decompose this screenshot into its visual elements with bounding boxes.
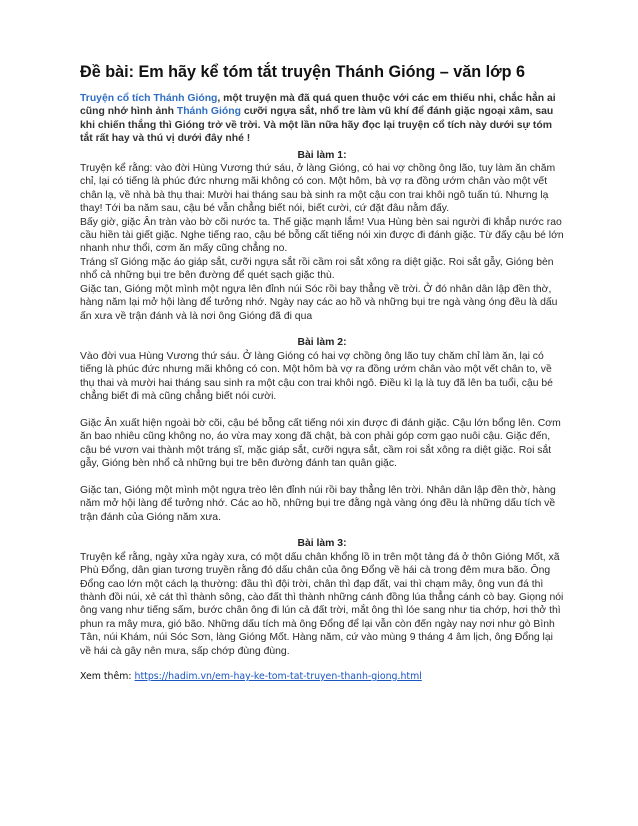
essay-1-paragraph-2: Bấy giờ, giặc Ân tràn vào bờ cõi nước ta. Thế giặc mạnh lắm! Vua Hùng bèn sai người đi khắp nước rao cầu hiền tài giết giặc. Nghe tiếng rao, cậu bé bỗng cất tiếng nói xin được đi đánh giặc. Từ đấy cậu bé lớn nhanh như thổi, cơm ăn mấy cũng chẳng no. [80, 216, 564, 255]
essay-1-paragraph-3: Tráng sĩ Gióng mặc áo giáp sắt, cưỡi ngựa sắt rồi cầm roi sắt xông ra diệt giặc. Roi sắt gẫy, Gióng bèn nhổ cả những bụi tre bên đường để quét sạch giặc thù. [80, 256, 554, 282]
document-page [80, 62, 564, 692]
intro-link-story[interactable]: Truyện cổ tích Thánh Gióng [80, 93, 218, 104]
see-more-label: Xem thêm: [80, 671, 135, 682]
intro-text-2: cưỡi ngựa sắt, nhổ tre làm vũ khí để đánh giặc ngoại xâm, sau khi chiến thắng thì Gióng trở về trời. Và một lần nữa hãy đọc lại truyện cổ tích này dưới sự tóm tắt rất hay và thú vị dưới đây nhé ! [80, 106, 554, 145]
essay-3-heading: Bài làm 3: [297, 538, 347, 550]
intro-text-1: , một truyện mà đã quá quen thuộc với các em thiếu nhi, chắc hẳn ai cũng nhớ hình ảnh [80, 93, 556, 118]
essay-1 [80, 149, 564, 323]
spacer [80, 470, 564, 483]
see-more-link[interactable]: https://hadim.vn/em-hay-ke-tom-tat-truyen-thanh-giong.html [134, 671, 422, 682]
essay-3-paragraph-1: Truyện kể rằng, ngày xửa ngày xưa, có một dấu chân khổng lồ in trên một tảng đá ở thôn Gióng Mốt, xã Phù Đổng, dân gian tương truyền rằng đó dấu chân của ông Đổng về hái cà trong đêm mưa bão. Ông Đổng cao lớn một cách lạ thường: đầu thì đội trời, chân thì đạp đất, vai thì chạm mây, ông vun đá thì thành đồi núi, xẻ cát thì thành sông, cào đất thì thành những cánh đồng lúa thẳng cánh cò bay. Giọng nói ông vang như tiếng sấm, bước chân ông đi lún cả đất trời, mắt ông thì lóe sang như tia chớp, hơi thở thì phun ra mây mưa, gió bão. Những dấu tích mà ông Đổng để lại vẫn còn đến ngày nay nơi như gò Bình Tân, núi Khám, núi Sóc Sơn, làng Gióng Mốt. Hàng năm, cứ vào mùng 9 tháng 4 âm lịch, ông Đổng lại về hái cà gây nên mưa, sấp chớp đùng đùng. [80, 551, 564, 657]
essay-2-paragraph-3: Giặc tan, Gióng một mình một ngựa trèo lên đỉnh núi rồi bay thẳng lên trời. Nhân dân lập đền thờ, hàng năm mở hội làng để tưởng nhớ. Các ao hồ, những bụi tre đằng ngà vàng óng đều là những dấu tích về trận đánh của Gióng năm xưa. [80, 484, 556, 523]
essay-1-paragraph-1: Truyện kể rằng: vào đời Hùng Vương thứ sáu, ở làng Gióng, có hai vợ chồng ông lão, tuy làm ăn chăm chỉ, lại có tiếng là phúc đức nhưng mãi không có con. Một hôm, bà vợ ra đồng ướm chân vào một vết chân lạ, về nhà bà thụ thai: Mười hai tháng sau bà sinh ra một cậu con trai khôi ngô tuấn tú. Nhưng lạ thay! Tới ba năm sau, cậu bé vẫn chẳng biết nói, biết cười, cứ đặt đâu nằm đấy. [80, 163, 556, 215]
essay-2-paragraph-1: Vào đời vua Hùng Vương thứ sáu. Ở làng Gióng có hai vợ chồng ông lão tuy chăm chỉ làm ăn, lại có tiếng là phúc đức nhưng mãi không có con. Một hôm bà vợ ra đồng ướm chân vào một vết chân to, về thụ thai và mười hai tháng sau sinh ra một cậu con trai khôi ngô. Điều kì lạ là tuy đã lên ba tuổi, cậu bé chẳng biết đi mà cũng chẳng biết nói cười. [80, 350, 553, 402]
intro-link-thanh-giong[interactable]: Thánh Gióng [176, 106, 241, 118]
essay-1-paragraph-4: Giặc tan, Gióng một mình một ngựa lên đỉnh núi Sóc rồi bay thẳng về trời. Ở đó nhân dân lập đền thờ, hàng năm lại mở hội làng để tưởng nhớ. Ngày nay các ao hồ và những bụi tre ngà vàng óng đều là dấu ấn xưa về trận đánh và là nơi ông Gióng đã đi qua [80, 283, 558, 322]
essay-1-heading: Bài làm 1: [297, 149, 347, 161]
spacer [80, 524, 564, 537]
see-more-line [80, 670, 564, 683]
essay-2 [80, 336, 564, 524]
essay-3 [80, 537, 564, 658]
document-title: Đề bài: Em hãy kể tóm tắt truyện Thánh Gióng – văn lớp 6 [80, 63, 526, 81]
intro-paragraph [80, 92, 564, 146]
spacer [80, 323, 564, 336]
essay-2-heading: Bài làm 2: [297, 337, 347, 349]
spacer [80, 403, 564, 416]
essay-2-paragraph-2: Giặc Ân xuất hiện ngoài bờ cõi, cậu bé bỗng cất tiếng nói xin được đi đánh giặc. Cậu lớn bổng lên. Cơm ăn bao nhiêu cũng không no, áo vừa may xong đã chật, bà con phải góp cơm gạo nuôi cậu. Giặc đến, cậu bé vươn vai thành một tráng sĩ, mặc giáp sắt, cưỡi ngựa sắt, cầm roi sắt xông ra diệt giặc. Roi sắt gẫy, Gióng bèn nhổ cả những bụi tre bên đường đánh tan quân giặc. [80, 417, 561, 469]
